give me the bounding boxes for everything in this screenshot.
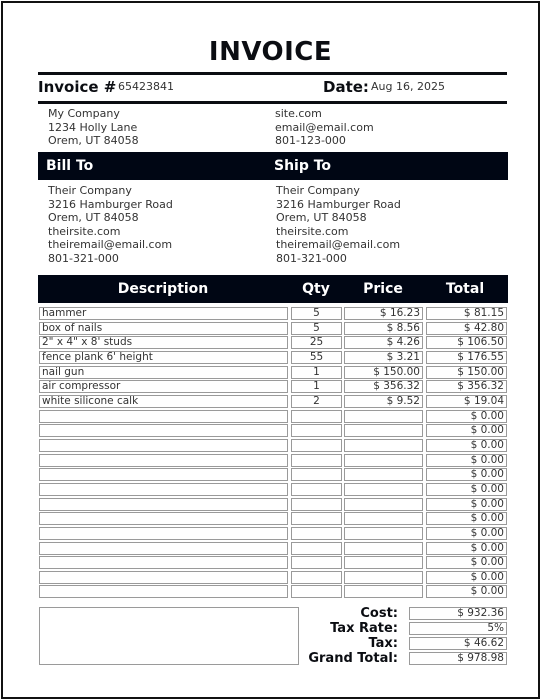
- col-total: Total: [445, 281, 485, 297]
- grand-total-label: Grand Total:: [308, 651, 398, 666]
- price-cell[interactable]: [344, 483, 423, 496]
- from-street[interactable]: 1234 Holly Lane: [48, 120, 138, 134]
- price-cell[interactable]: [344, 439, 423, 452]
- notes-field[interactable]: [39, 607, 299, 665]
- bill-to-city[interactable]: Orem, UT 84058: [48, 211, 139, 224]
- table-row: [39, 409, 508, 424]
- qty-cell[interactable]: 5: [291, 322, 342, 335]
- table-row: [39, 306, 508, 321]
- qty-cell[interactable]: [291, 483, 342, 496]
- date-label: Date:: [323, 78, 369, 96]
- total-cell[interactable]: $ 0.00: [426, 556, 507, 569]
- ship-to-phone[interactable]: 801-321-000: [276, 251, 347, 265]
- price-cell[interactable]: [344, 585, 423, 598]
- from-company[interactable]: My Company: [48, 107, 120, 120]
- description-cell[interactable]: [39, 571, 288, 584]
- total-cell[interactable]: $ 81.15: [426, 307, 507, 320]
- price-cell[interactable]: [344, 498, 423, 511]
- table-row: [39, 584, 508, 599]
- qty-cell[interactable]: [291, 585, 342, 598]
- from-address: [48, 107, 139, 148]
- total-cell[interactable]: $ 0.00: [426, 571, 507, 584]
- description-cell[interactable]: [39, 527, 288, 540]
- total-cell[interactable]: $ 356.32: [426, 380, 507, 393]
- from-email[interactable]: email@email.com: [275, 120, 374, 134]
- grand-total-value[interactable]: $ 978.98: [409, 652, 507, 665]
- description-cell[interactable]: box of nails: [39, 322, 288, 335]
- total-cell[interactable]: $ 0.00: [426, 424, 507, 437]
- price-cell[interactable]: $ 356.32: [344, 380, 423, 393]
- price-cell[interactable]: [344, 542, 423, 555]
- total-cell[interactable]: $ 106.50: [426, 336, 507, 349]
- col-price: Price: [363, 281, 403, 297]
- table-row: [39, 570, 508, 585]
- bill-to-address: [48, 184, 173, 265]
- invoice-number-label: Invoice #: [38, 78, 117, 96]
- tax-label: Tax:: [368, 636, 398, 651]
- price-cell[interactable]: [344, 512, 423, 525]
- top-rule: [38, 72, 507, 75]
- table-row: [39, 365, 508, 380]
- invoice-number[interactable]: 65423841: [118, 80, 174, 93]
- price-cell[interactable]: [344, 424, 423, 437]
- bill-to-heading: Bill To: [46, 158, 94, 174]
- description-cell[interactable]: white silicone calk: [39, 395, 288, 408]
- bill-to-email[interactable]: theiremail@email.com: [48, 238, 173, 251]
- description-cell[interactable]: [39, 512, 288, 525]
- from-city[interactable]: Orem, UT 84058: [48, 134, 139, 147]
- qty-cell[interactable]: [291, 439, 342, 452]
- price-cell[interactable]: $ 4.26: [344, 336, 423, 349]
- price-cell[interactable]: [344, 468, 423, 481]
- price-cell[interactable]: $ 3.21: [344, 351, 423, 364]
- qty-cell[interactable]: [291, 556, 342, 569]
- description-cell[interactable]: [39, 410, 288, 423]
- bill-to-phone[interactable]: 801-321-000: [48, 251, 119, 265]
- description-cell[interactable]: [39, 498, 288, 511]
- qty-cell[interactable]: 1: [291, 366, 342, 379]
- price-cell[interactable]: [344, 556, 423, 569]
- table-row: [39, 555, 508, 570]
- qty-cell[interactable]: 55: [291, 351, 342, 364]
- qty-cell[interactable]: [291, 571, 342, 584]
- col-qty: Qty: [302, 281, 330, 297]
- price-cell[interactable]: [344, 571, 423, 584]
- qty-cell[interactable]: 1: [291, 380, 342, 393]
- total-cell[interactable]: $ 42.80: [426, 322, 507, 335]
- table-row: [39, 482, 508, 497]
- bill-to-site[interactable]: theirsite.com: [48, 224, 121, 238]
- description-cell[interactable]: air compressor: [39, 380, 288, 393]
- total-cell[interactable]: $ 0.00: [426, 498, 507, 511]
- description-cell[interactable]: [39, 468, 288, 481]
- ship-to-site[interactable]: theirsite.com: [276, 224, 349, 238]
- price-cell[interactable]: $ 8.56: [344, 322, 423, 335]
- qty-cell[interactable]: 5: [291, 307, 342, 320]
- from-site[interactable]: site.com: [275, 107, 322, 120]
- description-cell[interactable]: [39, 585, 288, 598]
- description-cell[interactable]: fence plank 6' height: [39, 351, 288, 364]
- invoice-date[interactable]: Aug 16, 2025: [371, 80, 445, 93]
- description-cell[interactable]: [39, 424, 288, 437]
- invoice-meta: [38, 78, 507, 98]
- description-cell[interactable]: nail gun: [39, 366, 288, 379]
- bill-to-company[interactable]: Their Company: [48, 184, 132, 197]
- ship-to-city[interactable]: Orem, UT 84058: [276, 211, 367, 224]
- qty-cell[interactable]: [291, 498, 342, 511]
- price-cell[interactable]: [344, 527, 423, 540]
- total-cell[interactable]: $ 0.00: [426, 468, 507, 481]
- table-row: [39, 394, 508, 409]
- total-cell[interactable]: $ 0.00: [426, 542, 507, 555]
- cost-value[interactable]: $ 932.36: [409, 607, 507, 620]
- items-table-header: [38, 275, 508, 303]
- table-row: [39, 467, 508, 482]
- ship-to-street[interactable]: 3216 Hamburger Road: [276, 197, 401, 211]
- description-cell[interactable]: [39, 439, 288, 452]
- table-row: [39, 497, 508, 512]
- tax-rate-value[interactable]: 5%: [409, 622, 507, 635]
- bill-to-street[interactable]: 3216 Hamburger Road: [48, 197, 173, 211]
- cost-label: Cost:: [360, 606, 398, 621]
- description-cell[interactable]: [39, 454, 288, 467]
- total-cell[interactable]: $ 0.00: [426, 585, 507, 598]
- total-cell[interactable]: $ 0.00: [426, 527, 507, 540]
- description-cell[interactable]: hammer: [39, 307, 288, 320]
- table-row: [39, 379, 508, 394]
- col-description: Description: [117, 281, 209, 297]
- tax-value[interactable]: $ 46.62: [409, 637, 507, 650]
- qty-cell[interactable]: [291, 454, 342, 467]
- table-row: [39, 541, 508, 556]
- price-cell[interactable]: $ 150.00: [344, 366, 423, 379]
- table-row: [39, 423, 508, 438]
- total-cell[interactable]: $ 176.55: [426, 351, 507, 364]
- ship-to-company[interactable]: Their Company: [276, 184, 360, 197]
- table-row: [39, 350, 508, 365]
- description-cell[interactable]: 2" x 4" x 8' studs: [39, 336, 288, 349]
- total-cell[interactable]: $ 19.04: [426, 395, 507, 408]
- qty-cell[interactable]: [291, 468, 342, 481]
- total-cell[interactable]: $ 0.00: [426, 439, 507, 452]
- description-cell[interactable]: [39, 556, 288, 569]
- table-row: [39, 321, 508, 336]
- description-cell[interactable]: [39, 542, 288, 555]
- table-row: [39, 511, 508, 526]
- qty-cell[interactable]: 2: [291, 395, 342, 408]
- total-cell[interactable]: $ 0.00: [426, 512, 507, 525]
- address-header-bar: [38, 152, 508, 180]
- ship-to-address: [276, 184, 401, 265]
- table-row: [39, 438, 508, 453]
- price-cell[interactable]: [344, 410, 423, 423]
- table-row: [39, 335, 508, 350]
- qty-cell[interactable]: [291, 512, 342, 525]
- total-cell[interactable]: $ 0.00: [426, 454, 507, 467]
- total-cell[interactable]: $ 0.00: [426, 483, 507, 496]
- tax-rate-label: Tax Rate:: [330, 621, 398, 636]
- items-table-body: [39, 306, 508, 599]
- qty-cell[interactable]: [291, 542, 342, 555]
- meta-bottom-rule: [38, 101, 507, 104]
- description-cell[interactable]: [39, 483, 288, 496]
- invoice-page: [1, 1, 540, 699]
- total-cell[interactable]: $ 150.00: [426, 366, 507, 379]
- ship-to-heading: Ship To: [274, 158, 332, 174]
- table-row: [39, 453, 508, 468]
- from-phone[interactable]: 801-123-000: [275, 134, 346, 147]
- qty-cell[interactable]: 25: [291, 336, 342, 349]
- invoice-title: INVOICE: [208, 37, 333, 67]
- total-cell[interactable]: $ 0.00: [426, 410, 507, 423]
- qty-cell[interactable]: [291, 424, 342, 437]
- price-cell[interactable]: $ 9.52: [344, 395, 423, 408]
- ship-to-email[interactable]: theiremail@email.com: [276, 238, 401, 251]
- qty-cell[interactable]: [291, 410, 342, 423]
- price-cell[interactable]: $ 16.23: [344, 307, 423, 320]
- qty-cell[interactable]: [291, 527, 342, 540]
- price-cell[interactable]: [344, 454, 423, 467]
- from-contact: [275, 107, 374, 148]
- table-row: [39, 526, 508, 541]
